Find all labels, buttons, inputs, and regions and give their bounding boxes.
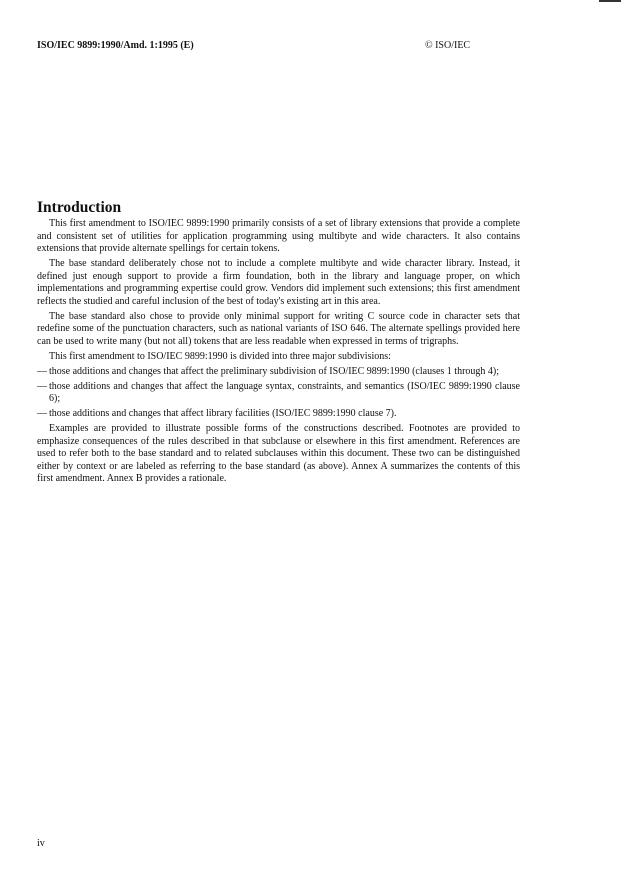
scan-edge-mark (599, 0, 621, 2)
paragraph: This first amendment to ISO/IEC 9899:1990 primarily consists of a set of library extensions that provide a complete and consistent set of utilities for application programming using multibyte and wide characters. It also contains extensions that provide alternate spellings for certain tokens. (37, 218, 520, 254)
document-id-header: ISO/IEC 9899:1990/Amd. 1:1995 (E) (37, 40, 194, 51)
paragraph: Examples are provided to illustrate possible forms of the constructions described. Footnotes are provided to emphasize consequences of the rules described in that subclause or elsewhere in this first amendment. References are used to refer both to the base standard and to related subclauses within this document. These two can be distinguished either by context or are labeled as referring to the base standard (as above). Annex A summarizes the contents of this first amendment. Annex B provides a rationale. (37, 423, 520, 484)
page-number: iv (37, 838, 45, 849)
list-item-text: those additions and changes that affect library facilities (ISO/IEC 9899:1990 clause 7). (49, 408, 397, 419)
section-title: Introduction (37, 199, 122, 216)
copyright-header: © ISO/IEC (425, 40, 471, 51)
introduction-body (37, 218, 520, 488)
list-item (37, 366, 520, 379)
paragraph: The base standard deliberately chose not to include a complete multibyte and wide character library. Instead, it defined just enough support to provide a firm foundation, both in the library and language proper, on which implementations and programming expertise could grow. Vendors did implement such extensions; this first amendment reflects the studied and careful inclusion of the best of today's existing art in this area. (37, 258, 520, 307)
list-item (37, 408, 520, 421)
list-item-text: those additions and changes that affect the language syntax, constraints, and semantics (ISO/IEC 9899:1990 clause 6); (49, 380, 520, 404)
dash-marker: — (37, 408, 47, 419)
dash-marker: — (37, 380, 47, 392)
dash-marker: — (37, 365, 47, 377)
paragraph: The base standard also chose to provide only minimal support for writing C source code in character sets that redefine some of the punctuation characters, such as national variants of ISO 646. The alternate spellings provided here can be used to write many (but not all) tokens that are less readable when expressed in terms of trigraphs. (37, 310, 520, 347)
paragraph: This first amendment to ISO/IEC 9899:1990 is divided into three major subdivisions: (49, 350, 391, 362)
list-item-text: those additions and changes that affect the preliminary subdivision of ISO/IEC 9899:1990 (clauses 1 through 4); (49, 365, 500, 377)
list-item (37, 381, 520, 406)
